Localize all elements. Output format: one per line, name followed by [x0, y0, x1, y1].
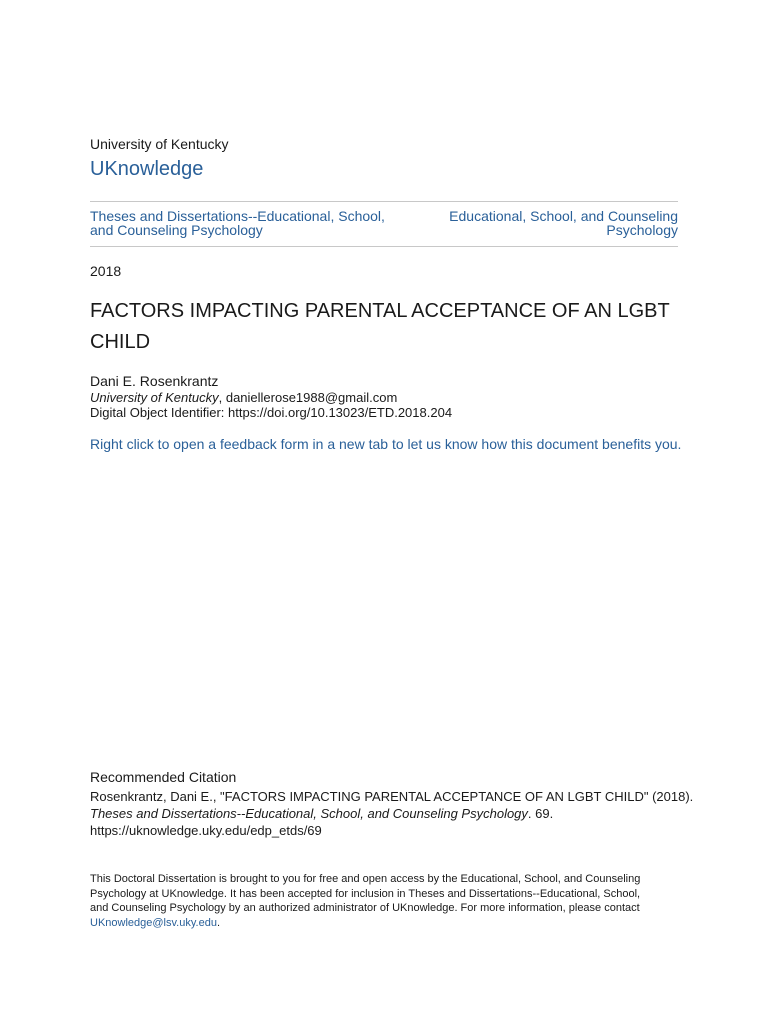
publication-year: 2018 — [90, 263, 122, 279]
collection-link-theses-line2: and Counseling Psychology — [90, 222, 263, 238]
collection-link-department[interactable] — [418, 209, 678, 237]
notice-line2: Psychology at UKnowledge. It has been accepted for inclusion in Theses and Dissertations--Educational, School, — [90, 887, 641, 900]
feedback-link[interactable]: Right click to open a feedback form in a new tab to let us know how this document benefits you. — [90, 436, 682, 452]
document-title-line1: FACTORS IMPACTING PARENTAL ACCEPTANCE OF AN LGBT — [90, 300, 670, 322]
citation-url: https://uknowledge.uky.edu/edp_etds/69 — [90, 823, 322, 838]
document-title — [90, 296, 678, 358]
divider-bottom — [90, 246, 678, 247]
collection-link-theses[interactable] — [90, 209, 390, 237]
contact-email-link[interactable]: UKnowledge@lsv.uky.edu — [90, 916, 217, 929]
citation-heading: Recommended Citation — [90, 769, 237, 785]
citation-text: Rosenkrantz, Dani E., "FACTORS IMPACTING PARENTAL ACCEPTANCE OF AN LGBT CHILD" (2018). — [90, 789, 694, 804]
divider-top — [90, 201, 678, 202]
access-notice — [90, 872, 678, 930]
collection-link-theses-line1: Theses and Dissertations--Educational, School, — [90, 208, 385, 224]
doi-line: Digital Object Identifier: https://doi.org/10.13023/ETD.2018.204 — [90, 405, 453, 420]
document-title-line2: CHILD — [90, 331, 151, 353]
author-affiliation — [90, 390, 397, 405]
collection-link-department-line2: Psychology — [606, 222, 678, 238]
citation-series-name: Theses and Dissertations--Educational, School, and Counseling Psychology — [90, 806, 528, 821]
notice-period: . — [216, 916, 220, 929]
notice-line1: This Doctoral Dissertation is brought to you for free and open access by the Educational, School, and Counseling — [90, 873, 641, 885]
notice-line4 — [90, 916, 678, 931]
author-email: , daniellerose1988@gmail.com — [218, 390, 398, 405]
institution-name: University of Kentucky — [90, 136, 229, 152]
citation-series — [90, 806, 553, 821]
notice-line3: and Counseling Psychology by an authorized administrator of UKnowledge. For more information, please contact — [90, 902, 640, 914]
author-name: Dani E. Rosenkrantz — [90, 373, 219, 389]
citation-series-number: . 69. — [527, 806, 554, 821]
repository-link[interactable]: UKnowledge — [90, 158, 204, 180]
collection-link-department-line1: Educational, School, and Counseling — [449, 208, 678, 224]
affiliation-institution: University of Kentucky — [90, 390, 219, 405]
